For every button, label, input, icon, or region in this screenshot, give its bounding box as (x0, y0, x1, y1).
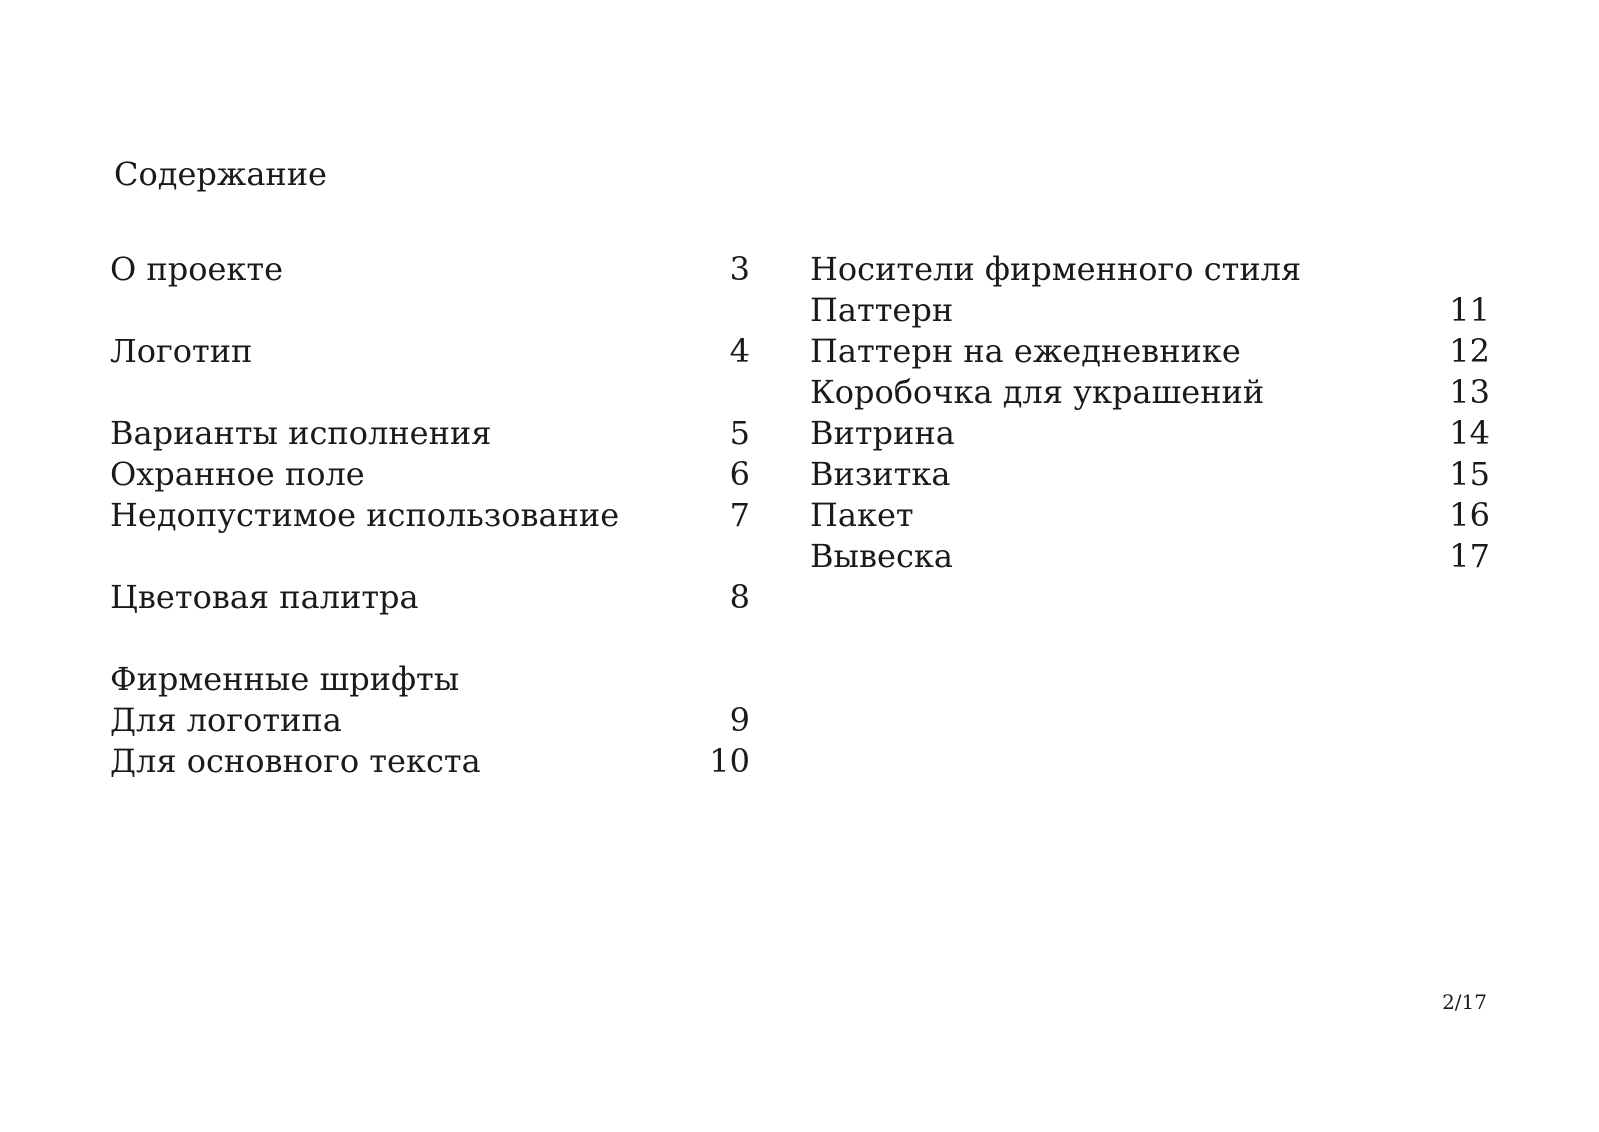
toc-entry-page: 3 (729, 250, 750, 288)
toc-entry-page: 4 (729, 332, 750, 370)
toc-right-column (810, 249, 1490, 577)
toc-entry-label: Варианты исполнения (110, 414, 492, 452)
page-number: 2/17 (1442, 990, 1487, 1014)
toc-group-gap (110, 618, 750, 659)
toc-entry-page: 6 (729, 455, 750, 493)
page-title: Содержание (114, 155, 327, 193)
toc-section-label: Фирменные шрифты (110, 660, 460, 698)
toc-group-gap (110, 290, 750, 331)
toc-entry[interactable] (810, 495, 1490, 536)
toc-entry[interactable] (110, 249, 750, 290)
toc-section-heading (110, 659, 750, 700)
toc-entry-page: 17 (1449, 537, 1490, 575)
toc-entry-page: 14 (1449, 414, 1490, 452)
toc-entry[interactable] (810, 331, 1490, 372)
toc-entry-label: Витрина (810, 414, 955, 452)
toc-entry-page: 13 (1449, 373, 1490, 411)
toc-entry-label: Визитка (810, 455, 951, 493)
toc-entry[interactable] (810, 454, 1490, 495)
toc-entry-label: Пакет (810, 496, 914, 534)
toc-entry-label: Паттерн на ежедневнике (810, 332, 1241, 370)
toc-entry-page: 5 (729, 414, 750, 452)
toc-group-gap (110, 536, 750, 577)
toc-section-label: Носители фирменного стиля (810, 250, 1302, 288)
toc-entry-label: Паттерн (810, 291, 954, 329)
toc-entry-page: 11 (1449, 291, 1490, 329)
toc-entry-page: 15 (1449, 455, 1490, 493)
toc-entry[interactable] (810, 536, 1490, 577)
toc-entry[interactable] (110, 741, 750, 782)
toc-entry-label: Логотип (110, 332, 253, 370)
toc-entry[interactable] (110, 331, 750, 372)
toc-entry[interactable] (110, 700, 750, 741)
toc-entry-page: 9 (729, 701, 750, 739)
toc-entry[interactable] (810, 413, 1490, 454)
toc-entry[interactable] (110, 495, 750, 536)
toc-entry-label: Вывеска (810, 537, 953, 575)
toc-entry[interactable] (810, 372, 1490, 413)
toc-entry-label: Для логотипа (110, 701, 342, 739)
toc-entry-page: 7 (729, 496, 750, 534)
toc-group-gap (110, 372, 750, 413)
toc-entry-label: Охранное поле (110, 455, 365, 493)
toc-left-column (110, 249, 750, 782)
toc-entry-label: Для основного текста (110, 742, 481, 780)
toc-entry-page: 10 (709, 742, 750, 780)
toc-entry-page: 12 (1449, 332, 1490, 370)
toc-entry[interactable] (110, 413, 750, 454)
toc-entry[interactable] (110, 454, 750, 495)
toc-entry-label: Цветовая палитра (110, 578, 419, 616)
toc-entry[interactable] (810, 290, 1490, 331)
toc-entry-page: 8 (729, 578, 750, 616)
toc-entry-label: О проекте (110, 250, 284, 288)
toc-entry-page: 16 (1449, 496, 1490, 534)
toc-entry-label: Коробочка для украшений (810, 373, 1265, 411)
toc-entry-label: Недопустимое использование (110, 496, 620, 534)
toc-section-heading (810, 249, 1490, 290)
toc-entry[interactable] (110, 577, 750, 618)
